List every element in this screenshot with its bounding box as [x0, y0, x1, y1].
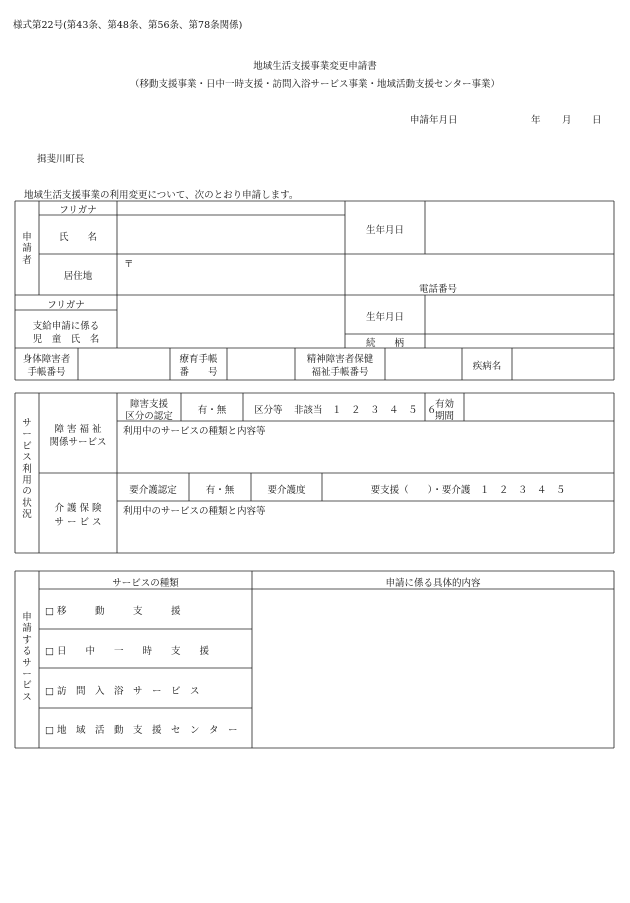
physical-handbook-field[interactable] — [79, 349, 169, 380]
welfare-service-label-line1: 障 害 福 祉 — [54, 424, 102, 435]
service-status-section-label: サービス利用の状況 — [22, 418, 32, 521]
phone-label: 電話番号 — [419, 284, 458, 295]
addressee: 揖斐川町長 — [37, 154, 85, 165]
child-name-label-line2: 児 童 氏 名 — [32, 334, 100, 345]
applicant-name-label: 氏 名 — [58, 232, 97, 243]
applicant-birthdate-field[interactable] — [426, 202, 613, 254]
care-cert-label: 要介護認定 — [129, 485, 177, 496]
child-birthdate-label: 生年月日 — [365, 312, 404, 323]
mental-handbook-field[interactable] — [386, 349, 461, 380]
child-name-label-line1: 支給申請に係る — [32, 321, 100, 332]
service-item-activity-center[interactable] — [45, 722, 238, 736]
intro-text: 地域生活支援事業の利用変更について、次のとおり申請します。 — [24, 190, 299, 201]
date-day-label: 日 — [592, 115, 602, 126]
date-month-label: 月 — [562, 115, 572, 126]
service-content-field[interactable] — [253, 590, 613, 748]
service-item-bathing[interactable] — [45, 683, 200, 697]
applicant-address-label: 居住地 — [63, 271, 93, 282]
form-number: 様式第22号(第43条、第48条、第56条、第78条関係) — [13, 20, 243, 31]
form-subtitle: （移動支援事業・日中一時支援・訪問入浴サービス事業・地域活動支援センター事業） — [129, 79, 501, 90]
care-service-label-line1: 介 護 保 険 — [54, 503, 102, 514]
ryoiku-handbook-label-line2: 番 号 — [179, 367, 218, 378]
checkbox-icon[interactable]: □ — [45, 725, 54, 736]
ryoiku-handbook-field[interactable] — [228, 349, 294, 380]
category-choices[interactable]: 非該当 １ ２ ３ ４ ５ ６ — [294, 405, 437, 416]
service-item-label: 地 域 活 動 支 援 セ ン タ ー — [57, 725, 238, 736]
service-content-column-header: 申請に係る具体的内容 — [385, 578, 481, 589]
welfare-service-label-line2: 関係サービス — [49, 437, 107, 448]
valid-period-label-line2: 期間 — [434, 411, 454, 422]
support-cert-choice[interactable]: 有・無 — [197, 405, 227, 416]
requested-services-section-label: 申請するサービス — [22, 612, 32, 703]
service-item-mobility[interactable] — [45, 603, 181, 617]
care-level-choices[interactable]: 要支援（ ）・要介護 １ ２ ３ ４ ５ — [370, 485, 566, 496]
child-relation-field[interactable] — [426, 335, 613, 348]
ryoiku-handbook-label-line1: 療育手帳 — [179, 354, 218, 365]
category-label: 区分等 — [254, 405, 283, 416]
applicant-section-label: 申請者 — [22, 232, 32, 266]
welfare-content-label: 利用中のサービスの種類と内容等 — [123, 426, 266, 437]
disease-field[interactable] — [513, 349, 613, 380]
child-relation-label: 続 柄 — [365, 338, 404, 349]
support-cert-label-line1: 障害支援 — [129, 399, 168, 410]
applicant-furigana-label: フリガナ — [59, 205, 97, 216]
applicant-furigana-field[interactable] — [117, 202, 345, 215]
care-cert-choice[interactable]: 有・無 — [205, 485, 235, 496]
checkbox-icon[interactable]: □ — [45, 686, 54, 697]
child-birthdate-field[interactable] — [426, 296, 613, 334]
welfare-content-field[interactable] — [118, 435, 613, 473]
service-item-daytime[interactable] — [45, 643, 209, 657]
valid-period-field[interactable] — [465, 394, 613, 421]
applicant-birthdate-label: 生年月日 — [365, 225, 404, 236]
support-cert-label-line2: 区分の認定 — [125, 411, 173, 422]
applicant-name-field[interactable] — [118, 216, 344, 254]
mental-handbook-label-line2: 福祉手帳番号 — [311, 367, 369, 378]
disease-label: 疾病名 — [472, 361, 502, 372]
application-date-label: 申請年月日 — [410, 115, 458, 126]
child-furigana-label: フリガナ — [47, 300, 85, 311]
service-type-column-header: サービスの種類 — [112, 578, 179, 589]
care-level-label: 要介護度 — [267, 485, 306, 496]
physical-handbook-label-line1: 身体障害者 — [22, 354, 71, 365]
form-title: 地域生活支援事業変更申請書 — [253, 61, 377, 72]
child-name-field[interactable] — [118, 296, 344, 348]
care-service-label-line2: サ ー ビ ス — [54, 517, 102, 528]
date-year-label: 年 — [531, 115, 541, 126]
valid-period-label-line1: 有効 — [434, 399, 454, 410]
checkbox-icon[interactable]: □ — [45, 606, 54, 617]
applicant-address-field[interactable] — [118, 255, 613, 295]
checkbox-icon[interactable]: □ — [45, 646, 54, 657]
service-item-label: 移 動 支 援 — [57, 606, 181, 617]
postal-mark: 〒 — [124, 259, 134, 270]
service-item-label: 日 中 一 時 支 援 — [57, 646, 210, 657]
care-content-field[interactable] — [118, 515, 613, 553]
service-item-label: 訪 問 入 浴 サ ー ビ ス — [57, 686, 200, 697]
care-content-label: 利用中のサービスの種類と内容等 — [123, 506, 266, 517]
mental-handbook-label-line1: 精神障害者保健 — [306, 354, 374, 365]
physical-handbook-label-line2: 手帳番号 — [27, 367, 66, 378]
